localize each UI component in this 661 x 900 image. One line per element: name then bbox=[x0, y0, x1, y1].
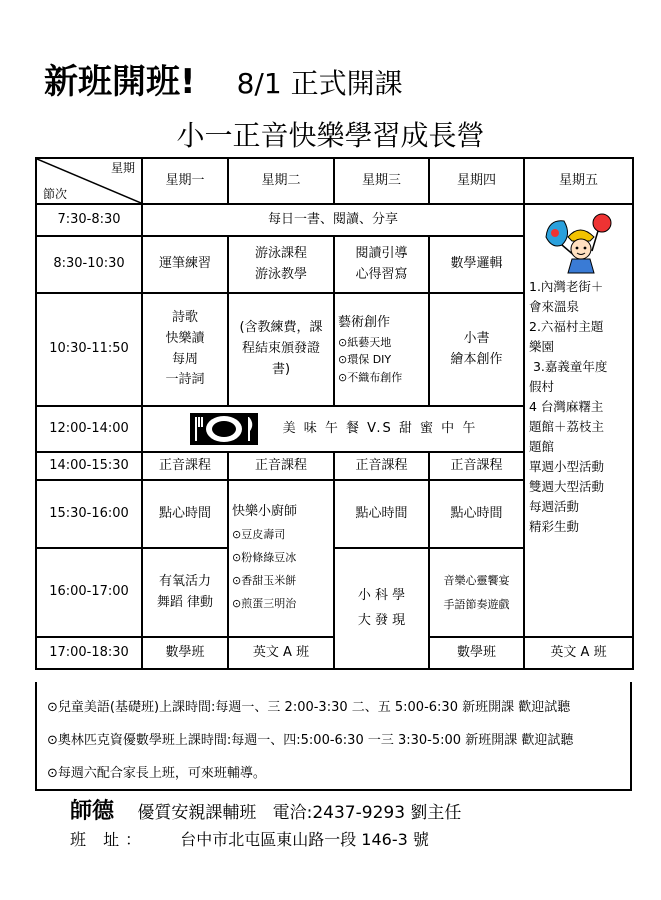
day-header: 星期一 bbox=[142, 158, 228, 204]
friday-activities-cell bbox=[524, 204, 633, 637]
day-header: 星期四 bbox=[429, 158, 524, 204]
friday-line: 3.嘉義童年度 bbox=[529, 359, 608, 374]
note-line: ⊙每週六配合家長上班，可來班輔導。 bbox=[47, 766, 266, 781]
cell-line: (含教練費，課 bbox=[239, 320, 323, 336]
time-cell: 12:00-14:00 bbox=[36, 406, 142, 452]
address-label: 班 址： bbox=[70, 830, 148, 849]
time-cell: 8:30-10:30 bbox=[36, 236, 142, 293]
table-row bbox=[36, 204, 633, 236]
friday-line: 題館 bbox=[529, 439, 555, 454]
cell-line: 有氧活力 bbox=[158, 573, 211, 589]
dining-plate-icon bbox=[189, 412, 259, 446]
start-date: 8/1 正式開課 bbox=[236, 67, 403, 100]
table-row bbox=[36, 158, 633, 204]
class-cell bbox=[142, 548, 228, 637]
cell-line: 一詩詞 bbox=[165, 372, 205, 388]
cell-line: 游泳教學 bbox=[254, 266, 307, 282]
class-cell bbox=[429, 293, 524, 406]
note-line: ⊙奧林匹克資優數學班上課時間:每週一、四:5:00-6:30 一三 3:30-5:00 新班開課 歡迎試聽 bbox=[47, 733, 574, 748]
cell-line: 游泳課程 bbox=[254, 245, 307, 261]
class-cell bbox=[142, 293, 228, 406]
org-description: 優質安親課輔班 電洽:2437-9293 劉主任 bbox=[137, 803, 462, 823]
cell-line: 藝術創作 bbox=[338, 314, 391, 330]
cell-line: 小 科 學 bbox=[357, 587, 406, 603]
friday-line: 樂園 bbox=[529, 339, 555, 354]
friday-line: 每週活動 bbox=[529, 499, 580, 514]
class-cell bbox=[228, 236, 334, 293]
cell-line: ⊙粉條綠豆冰 bbox=[232, 550, 297, 564]
org-name: 師德 bbox=[70, 799, 115, 824]
class-cell: 數學班 bbox=[142, 637, 228, 669]
class-cell: 正音課程 bbox=[334, 452, 429, 480]
time-cell: 16:00-17:00 bbox=[36, 548, 142, 637]
cell-line: ⊙豆皮壽司 bbox=[232, 527, 286, 541]
friday-line: 假村 bbox=[529, 379, 555, 394]
cell-line: ⊙煎蛋三明治 bbox=[232, 596, 297, 610]
lunch-label: 美 味 午 餐 V.S 甜 蜜 中 午 bbox=[282, 420, 478, 436]
class-cell bbox=[228, 293, 334, 406]
class-cell bbox=[334, 293, 429, 406]
footer-address bbox=[70, 827, 429, 850]
time-cell: 10:30-11:50 bbox=[36, 293, 142, 406]
class-cell: 數學班 bbox=[429, 637, 524, 669]
class-cell: 正音課程 bbox=[142, 452, 228, 480]
notes-box bbox=[35, 682, 632, 791]
note-line: ⊙兒童美語(基礎班)上課時間:每週一、三 2:00-3:30 二、五 5:00-6:30 新班開課 歡迎試聽 bbox=[47, 700, 571, 715]
address-text: 台中市北屯區東山路一段 146-3 號 bbox=[180, 830, 429, 849]
day-header: 星期三 bbox=[334, 158, 429, 204]
cell-line: ⊙不織布創作 bbox=[338, 370, 403, 384]
class-cell bbox=[429, 548, 524, 637]
lunch-cell bbox=[142, 406, 524, 452]
friday-line: 雙週大型活動 bbox=[529, 479, 605, 494]
friday-line: 1.內灣老街＋ bbox=[529, 279, 604, 294]
cooking-class-cell bbox=[228, 480, 334, 637]
cell-line: 快樂小廚師 bbox=[232, 503, 298, 519]
cell-line: 舞蹈 律動 bbox=[156, 594, 214, 610]
day-header: 星期二 bbox=[228, 158, 334, 204]
class-cell bbox=[334, 236, 429, 293]
corner-period-label: 節次 bbox=[43, 186, 68, 201]
class-cell: 數學邏輯 bbox=[429, 236, 524, 293]
child-with-flags-illustration bbox=[542, 211, 616, 275]
cell-line: 大 發 現 bbox=[357, 612, 406, 628]
time-cell: 7:30-8:30 bbox=[36, 204, 142, 236]
cell-line: 手語節奏遊戲 bbox=[443, 597, 510, 611]
class-cell: 英文 A 班 bbox=[228, 637, 334, 669]
cell-line: 程結束頒發證 bbox=[241, 341, 320, 357]
class-cell: 正音課程 bbox=[228, 452, 334, 480]
cell-line: 閱讀引導 bbox=[355, 245, 408, 261]
footer-contact bbox=[70, 794, 461, 825]
friday-line: 會來溫泉 bbox=[529, 299, 580, 314]
cell-line: 音樂心靈饗宴 bbox=[443, 574, 510, 588]
time-cell: 17:00-18:30 bbox=[36, 637, 142, 669]
friday-line: 單週小型活動 bbox=[529, 459, 605, 474]
cell-line: ⊙紙藝天地 bbox=[338, 335, 392, 349]
class-cell: 點心時間 bbox=[429, 480, 524, 548]
cell-line: 小書 bbox=[463, 330, 490, 346]
class-cell: 點心時間 bbox=[142, 480, 228, 548]
time-cell: 14:00-15:30 bbox=[36, 452, 142, 480]
page-title: 新班開班! bbox=[44, 62, 196, 102]
cell-line: 詩歌 bbox=[171, 309, 198, 325]
header bbox=[44, 54, 403, 103]
time-cell: 15:30-16:00 bbox=[36, 480, 142, 548]
class-cell: 正音課程 bbox=[429, 452, 524, 480]
day-header: 星期五 bbox=[524, 158, 633, 204]
class-cell: 英文 A 班 bbox=[524, 637, 633, 669]
cell-line: ⊙環保 DIY bbox=[338, 353, 392, 367]
friday-line: 4 台灣麻糬主 bbox=[529, 399, 604, 414]
class-cell: 運筆練習 bbox=[142, 236, 228, 293]
friday-line: 精彩生動 bbox=[529, 519, 580, 534]
corner-weekday-label: 星期 bbox=[110, 161, 135, 175]
page-subtitle: 小一正音快樂學習成長營 bbox=[176, 119, 485, 152]
friday-line: 題館＋荔枝主 bbox=[529, 419, 605, 434]
corner-cell bbox=[36, 158, 142, 204]
cell-line: 每周 bbox=[171, 351, 198, 367]
daily-reading-cell: 每日一書、閱讀、分享 bbox=[142, 204, 524, 236]
cell-line: ⊙香甜玉米餅 bbox=[232, 573, 297, 587]
cell-line: 心得習寫 bbox=[355, 266, 408, 282]
cell-line: 快樂讀 bbox=[165, 330, 205, 346]
class-cell: 點心時間 bbox=[334, 480, 429, 548]
friday-line: 2.六福村主題 bbox=[529, 319, 604, 334]
cell-line: 書) bbox=[271, 361, 291, 377]
schedule-table bbox=[35, 157, 634, 670]
cell-line: 繪本創作 bbox=[450, 351, 503, 367]
science-class-cell bbox=[334, 548, 429, 669]
